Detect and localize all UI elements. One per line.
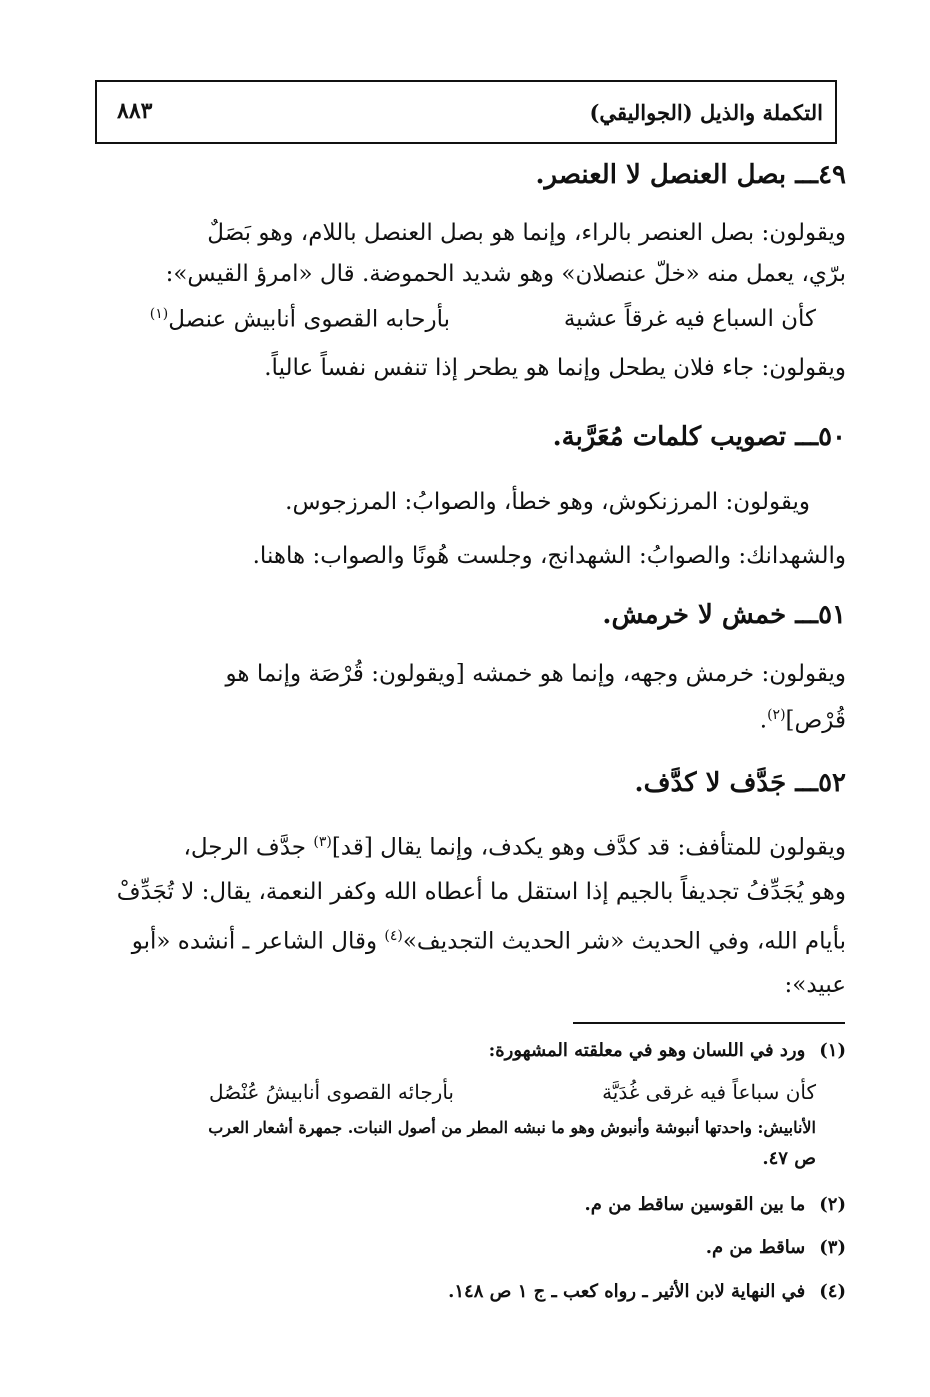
footnote-1 — [86, 1040, 846, 1061]
footnote-2 — [86, 1194, 846, 1215]
footnote-number: (٤) — [819, 1281, 846, 1302]
running-title: التكملة والذيل (الجواليقي) — [589, 100, 823, 125]
footnote-1-ref: ص ٤٧. — [762, 1148, 816, 1169]
text-line: ويقولون: خرمش وجهه، وإنما هو خمشه [ويقولون: قُرْصَة وإنما هو — [225, 661, 846, 687]
footnote-number: (٣) — [819, 1237, 846, 1258]
section-heading-49: ٤٩ـــ بصل العنصل لا العنصر. — [535, 160, 846, 190]
section-50-body — [86, 475, 846, 583]
footnote-text: ورد في اللسان وهو في معلقته المشهورة: — [488, 1040, 806, 1061]
footnote-text: ما بين القوسين ساقط من م. — [584, 1194, 806, 1215]
text-line: قُرْص]$^{(٢)}$. — [759, 707, 846, 734]
header-rule — [95, 142, 837, 144]
section-51-body — [86, 654, 846, 742]
footnote-separator — [573, 1022, 845, 1024]
text-line: وهو يُجَدِّفُ تجديفاً بالجيم إذا استقل ما أعطاه الله وكفر النعمة، يقال: لا تُجَدِّفْ — [116, 878, 846, 905]
footnote-ref: (١) — [149, 306, 169, 322]
text-line: ويقولون للمتأفف: قد كدَّف وهو يكدف، وإنما يقال [قد]$^{(٣)}$ جدَّف الرجل، — [183, 834, 846, 861]
footnote-4 — [86, 1281, 846, 1302]
footnote-verse-first: كأن سباعاً فيه غرقى غُدَيَّة — [602, 1080, 816, 1104]
footnote-ref: (٢) — [767, 707, 786, 723]
footnote-number: (٢) — [819, 1194, 846, 1215]
section-52-body — [86, 820, 846, 1007]
footnote-1-gloss: الأنابيش: واحدتها أنبوشة وأنبوش وهو ما نبشه المطر من أصول النبات. جمهرة أشعار العرب — [208, 1118, 816, 1137]
section-49-after — [86, 348, 846, 389]
text-line: ويقولون: بصل العنصر بالراء، وإنما هو بصل العنصل باللام، وهو بَصَلٌ — [207, 220, 846, 246]
section-heading-50: ٥٠ـــ تصويب كلمات مُعَرَّبة. — [552, 422, 846, 452]
text-line: برّي، يعمل منه «خلّ عنصلان» وهو شديد الحموضة. قال «امرؤ القيس»: — [165, 261, 846, 287]
verse-hemistich-first: كأن السباع فيه غرقاً عشية — [563, 306, 816, 332]
section-heading-52: ٥٢ـــ جَدَّف لا كدَّف. — [634, 768, 846, 798]
section-heading-51: ٥١ـــ خمش لا خرمش. — [602, 600, 846, 630]
text-line: بأيام الله، وفي الحديث «شر الحديث التجديف»$^{(٤)}$ وقال الشاعر ـ أنشده «أبو — [131, 927, 846, 955]
text-line: ويقولون: المرزنكوش، وهو خطأ، والصوابُ: المرزجوس. — [285, 489, 810, 515]
footnote-text: ساقط من م. — [705, 1237, 806, 1258]
footnote-text: في النهاية لابن الأثير ـ رواه كعب ـ ج ١ ص ١٤٨. — [448, 1281, 806, 1302]
footnote-number: (١) — [819, 1040, 846, 1061]
footnote-ref: (٣) — [313, 834, 332, 850]
text-line: عبيد»: — [784, 972, 846, 999]
text-line: ويقولون: جاء فلان يطحل وإنما هو يطحر إذا تنفس نفساً عالياً. — [264, 355, 846, 381]
footnote-3 — [86, 1237, 846, 1258]
section-49-body — [86, 213, 846, 295]
page-header — [95, 80, 837, 142]
footnote-ref: (٤) — [384, 927, 403, 944]
text-line: والشهدانك: والصوابُ: الشهدانج، وجلست هُونًا والصواب: هاهنا. — [252, 543, 846, 569]
page-number: ٨٨٣ — [117, 98, 153, 124]
footnote-verse-second: بأرجائه القصوى أنابيشُ عُنْصُل — [208, 1080, 454, 1104]
verse-hemistich-second: بأرحابه القصوى أنابيش عنصل$^{(١)}$ — [149, 306, 450, 333]
